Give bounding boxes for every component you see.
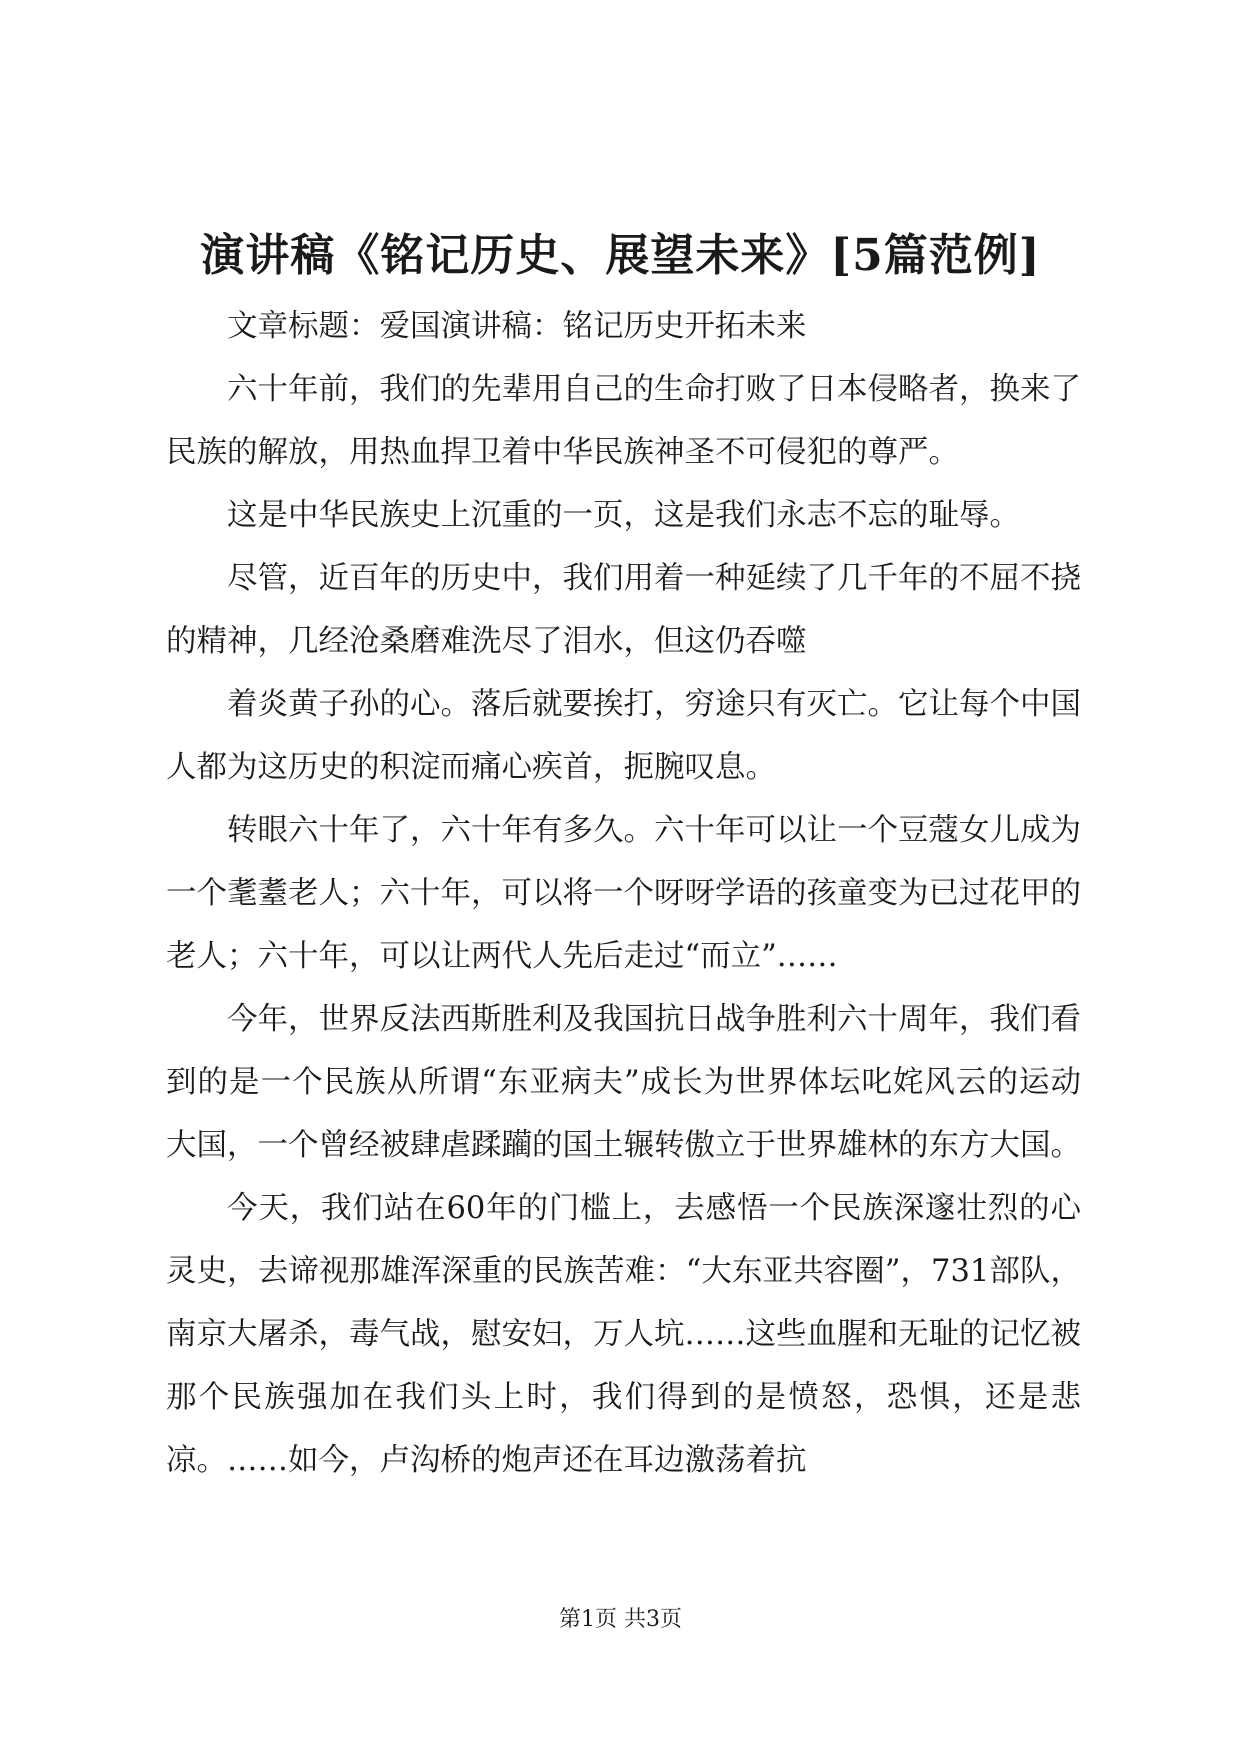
document-body (166, 295, 1081, 1492)
page-number: 第1页 共3页 (559, 1607, 682, 1632)
paragraph-1: 六十年前，我们的先辈用自己的生命打败了日本侵略者，换来了民族的解放，用热血捍卫着中华民族神圣不可侵犯的尊严。 (166, 372, 1081, 470)
paragraph-5: 转眼六十年了，六十年有多久。六十年可以让一个豆蔻女儿成为一个耄耋老人；六十年，可以将一个呀呀学语的孩童变为已过花甲的老人；六十年，可以让两代人先后走过“而立”…… (166, 813, 1081, 974)
paragraph-4: 着炎黄子孙的心。落后就要挨打，穷途只有灭亡。它让每个中国人都为这历史的积淀而痛心疾首，扼腕叹息。 (166, 687, 1081, 785)
paragraph-2: 这是中华民族史上沉重的一页，这是我们永志不忘的耻辱。 (227, 498, 1020, 533)
paragraph-3: 尽管，近百年的历史中，我们用着一种延续了几千年的不屈不挠的精神，几经沧桑磨难洗尽了泪水，但这仍吞噬 (166, 561, 1081, 659)
document-title: 演讲稿《铭记历史、展望未来》[5篇范例] (200, 230, 1041, 281)
paragraph-6: 今年，世界反法西斯胜利及我国抗日战争胜利六十周年，我们看到的是一个民族从所谓“东亚病夫”成长为世界体坛叱姹风云的运动大国，一个曾经被肆虐蹂躏的国土辗转傲立于世界雄林的东方大国。 (166, 1002, 1081, 1163)
paragraph-7: 今天，我们站在60年的门槛上，去感悟一个民族深邃壮烈的心灵史，去谛视那雄浑深重的民族苦难：“大东亚共容圈”，731部队，南京大屠杀，毒气战，慰安妇，万人坑……这些血腥和无耻的记忆被那个民族强加在我们头上时，我们得到的是愤怒，恐惧，还是悲凉。……如今，卢沟桥的炮声还在耳边激荡着抗 (166, 1191, 1081, 1478)
paragraph-article-title: 文章标题：爱国演讲稿：铭记历史开拓未来 (227, 309, 807, 344)
